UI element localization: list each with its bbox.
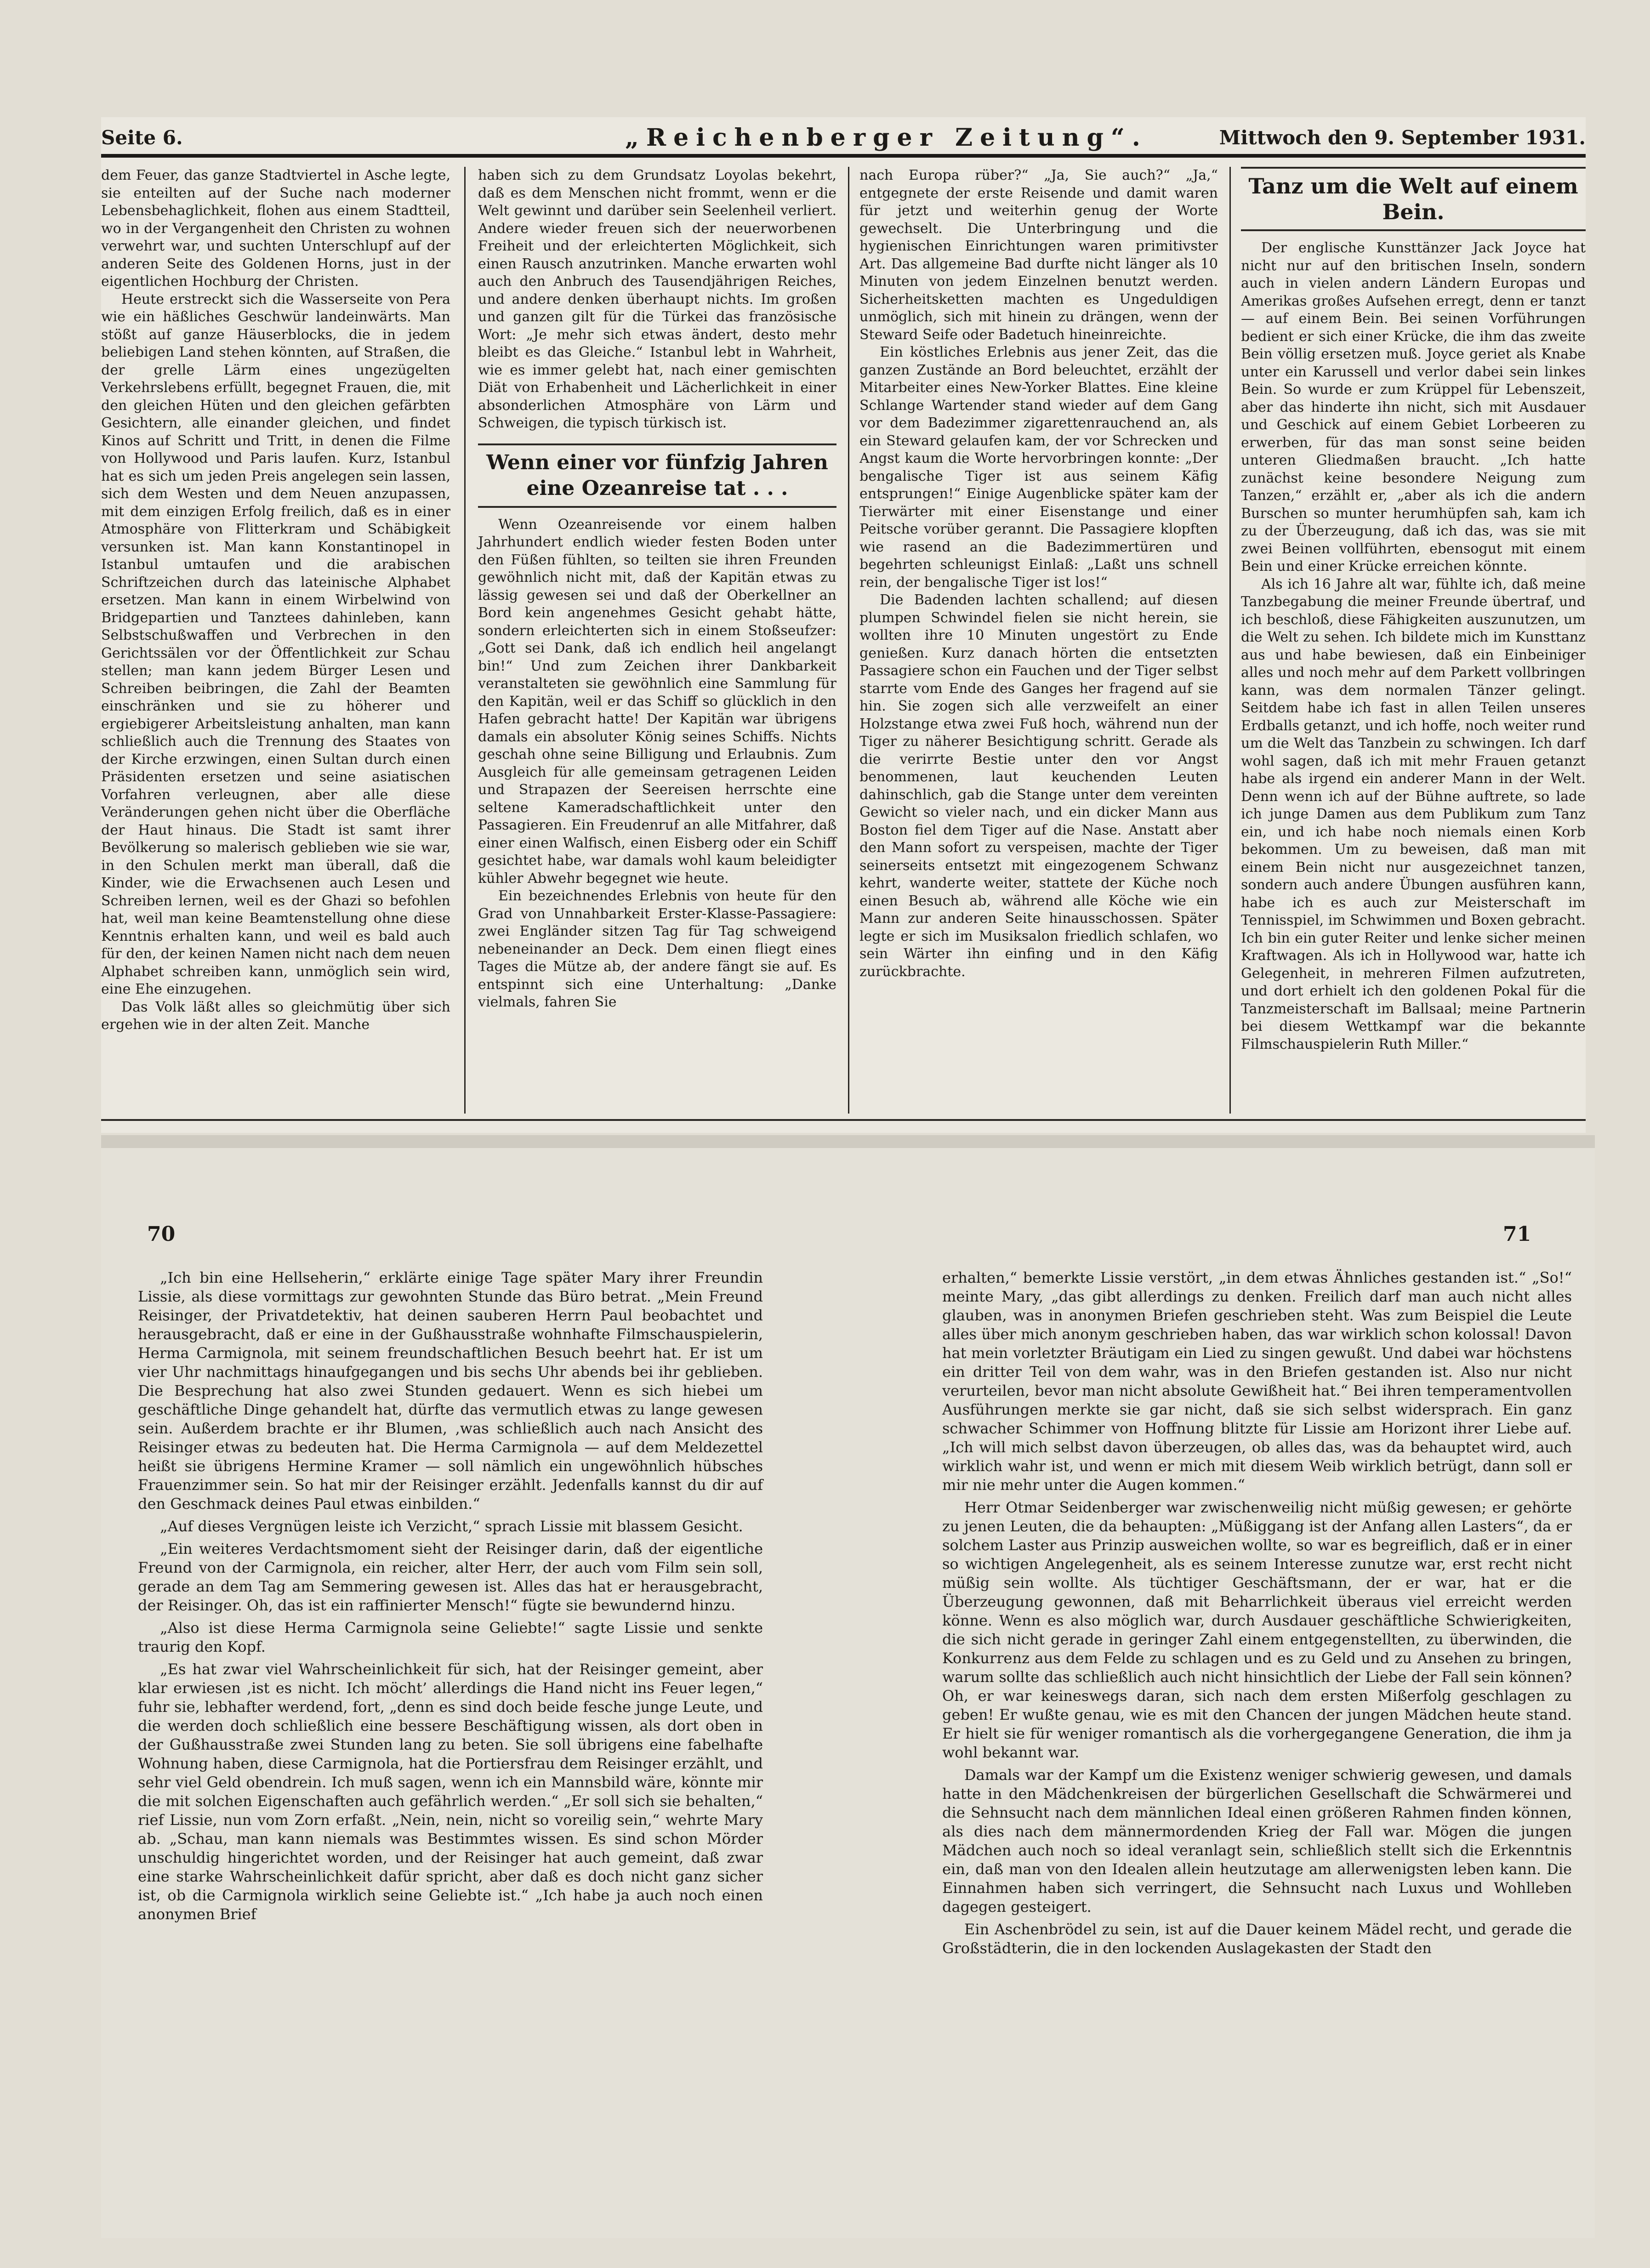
column-divider (848, 167, 849, 1114)
paragraph: Das Volk läßt alles so gleichmütig über sich ergehen wie in der alten Zeit. Manche (101, 999, 450, 1033)
paragraph: „Ein weiteres Verdachtsmoment sieht der Reisinger darin, daß der eigentliche Freund von der Carmignola, ein reicher, alter Herr, der auch vom Film sein soll, gerade an dem Tag am Semmering gewesen ist. Alles das hat er herausgebracht, der Reisinger. Oh, das ist ein raffinierter Mensch!“ fügte sie bewundernd hinzu. (138, 1540, 763, 1614)
page-number-right: 71 (1503, 1222, 1531, 1246)
paragraph: Damals war der Kampf um die Existenz weniger schwierig gewesen, und damals hatte in den Mädchenkreisen der bürgerlichen Gesellschaft die Schwärmerei und die Sehnsucht nach dem männlichen Ideal einen größeren Rahmen finden können, als dies nach dem männermordenden Krieg der Fall war. Mögen die jungen Mädchen auch noch so ideal veranlagt sein, schließlich stellt sich die Erkenntnis ein, daß man von den Idealen allein heutzutage am allerwenigsten leben kann. Die Einnahmen haben sich verringert, die Sehnsucht nach Luxus und Wohlleben dagegen gesteigert. (942, 1766, 1572, 1916)
paragraph: Wenn Ozeanreisende vor einem halben Jahrhundert endlich wieder festen Boden unter den Füßen fühlten, so teilten sie ihren Freunden gewöhnlich nicht mit, daß der Kapitän etwas zu lässig gewesen sei und daß der Oberkellner an Bord kein angenehmes Gesicht gehabt hätte, sondern erleichterten sich in einem Stoßseufzer: „Gott sei Dank, daß ich endlich heil angelangt bin!“ Und zum Zeichen ihrer Dankbarkeit veranstalteten sie gewöhnlich eine Sammlung für den Kapitän, weil er das Schiff so glücklich in den Hafen gebracht hatte! Der Kapitän war übrigens damals ein absoluter König seines Schiffs. Nichts geschah ohne seine Billigung und Erlaubnis. Zum Ausgleich für alle gemeinsam getragenen Leiden und Strapazen der Seereisen herrschte eine seltene Kameradschaftlichkeit unter den Passagieren. Ein Freudenruf an alle Mitfahrer, daß einer einen Walfisch, einen Eisberg oder ein Schiff gesichtet habe, war damals wohl kaum beleidigter kühler Abwehr begegnet wie heute. (478, 516, 836, 887)
newspaper-clipping (101, 117, 1586, 1133)
paragraph: Der englische Kunsttänzer Jack Joyce hat nicht nur auf den britischen Inseln, sondern auch in vielen andern Ländern Europas und Amerikas großes Aufsehen erregt, denn er tanzt — auf einem Bein. Bei seinen Vorführungen bedient er sich einer Krücke, die ihm das zweite Bein völlig ersetzen muß. Joyce geriet als Knabe unter ein Karussell und verlor dabei sein linkes Bein. So wurde er zum Krüppel für Lebenszeit, aber das hinderte ihn nicht, sich mit Ausdauer und Geschick auf einem Gebiet Lorbeeren zu erwerben, für das man sonst seine beiden unteren Gliedmaßen braucht. „Ich hatte zunächst keine besondere Neigung zum Tanzen,“ erzählt er, „aber als ich die andern Burschen so munter herumhüpfen sah, kam ich zu der Überzeugung, daß ich das, was sie mit zwei Beinen vollführten, ebensogut mit einem Bein und einer Krücke erreichen könnte. (1241, 240, 1586, 574)
column-4 (1241, 167, 1586, 1053)
paragraph: haben sich zu dem Grundsatz Loyolas bekehrt, daß es dem Menschen nicht frommt, wenn er die Welt gewinnt und darüber sein Seelenheil verliert. Andere wieder freuen sich der neuerworbenen Freiheit und der erleichterten Möglichkeit, sich einen Rausch anzutrinken. Manche erwarten wohl auch den Anbruch des Tausendjährigen Reiches, und andere denken überhaupt nichts. Im großen und ganzen gilt für die Türkei das französische Wort: „Je mehr sich etwas ändert, desto mehr bleibt es das Gleiche.“ Istanbul lebt in Wahrheit, wie es immer gelebt hat, nach einer gemischten Diät von Erhabenheit und Lächerlichkeit in einer absonderlichen Atmosphäre von Lärm und Schweigen, die typisch türkisch ist. (478, 167, 836, 431)
masthead: „Reichenberger Zeitung“. (625, 124, 1148, 152)
paragraph: nach Europa rüber?“ „Ja, Sie auch?“ „Ja,“ entgegnete der erste Reisende und damit waren für jetzt und weiterhin genug der Worte gewechselt. Die Unterbringung und die hygienischen Einrichtungen waren primitivster Art. Das allgemeine Bad durfte nicht länger als 10 Minuten von jedem Einzelnen benutzt werden. Sicherheitsketten machten es Ungeduldigen unmöglich, sich mit hinein zu drängen, wenn der Steward Seife oder Badetuch hineinreichte. (859, 167, 1218, 343)
paragraph: „Es hat zwar viel Wahrscheinlichkeit für sich, hat der Reisinger gemeint, aber klar erwiesen ,ist es nicht. Ich möcht’ allerdings die Hand nicht ins Feuer legen,“ fuhr sie, lebhafter werdend, fort, „denn es sind doch beide fesche junge Leute, und die werden doch schließlich eine bessere Beschäftigung wissen, als dort oben in der Gußhausstraße zwei Stunden lang zu beten. Sie soll übrigens eine fabelhafte Wohnung haben, diese Carmignola, hat die Portiersfrau dem Reisinger erzählt, und sehr viel Geld obendrein. Ich muß sagen, wenn ich ein Mannsbild wäre, könnte mir die mit solchen Eigenschaften auch gefährlich werden.“ „Er soll sich sie behalten,“ rief Lissie, nun vom Zorn erfaßt. „Nein, nein, nicht so voreilig sein,“ wehrte Mary ab. „Schau, man kann niemals was Bestimmtes wissen. Es sind schon Mörder unschuldig hingerichtet worden, und der Reisinger hat auch gemeint, daß zwar eine starke Wahrscheinlichkeit dafür spricht, aber daß es doch nicht ganz sicher ist, ob die Carmignola wirklich seine Geliebte ist.“ „Ich habe ja auch noch einen anonymen Brief (138, 1660, 763, 1923)
page-label: Seite 6. (101, 126, 183, 149)
issue-date: Mittwoch den 9. September 1931. (1219, 126, 1586, 149)
paragraph: Ein Aschenbrödel zu sein, ist auf die Dauer keinem Mädel recht, und gerade die Großstädterin, die in den lockenden Auslagekasten der Stadt den (942, 1921, 1572, 1957)
column-3 (859, 167, 1218, 981)
right-page-text (942, 1268, 1572, 1961)
clipping-bottom-rule (101, 1119, 1586, 1121)
paragraph: „Ich bin eine Hellseherin,“ erklärte einige Tage später Mary ihrer Freundin Lissie, als diese vormittags zur gewohnten Stunde das Büro betrat. „Mein Freund Reisinger, der Privatdetektiv, hat deinen sauberen Herrn Paul beobachtet und herausgebracht, daß er eine in der Gußhausstraße wohnhafte Filmschauspielerin, Herma Carmignola, mit seinem freundschaftlichen Besuch beehrt hat. Er ist um vier Uhr nachmittags hinaufgegangen und bis sechs Uhr abends bei ihr geblieben. Die Besprechung hat also zwei Stunden gedauert. Wenn es sich hiebei um geschäftliche Dinge gehandelt hat, dürfte das vermutlich etwas zu lange gewesen sein. Außerdem brachte er ihr Blumen, ,was schließlich auch nach Ansicht des Reisinger etwas zu bedeuten hat. Die Herma Carmignola — auf dem Meldezettel heißt sie übrigens Hermine Kramer — soll nämlich ein ungewöhnlich hübsches Frauenzimmer sein. So hat mir der Reisinger erzählt. Jedenfalls kannst du dir auf den Geschmack deines Paul etwas einbilden.“ (138, 1269, 763, 1512)
paragraph: „Auf dieses Vergnügen leiste ich Verzicht,“ sprach Lissie mit blassem Gesicht. (160, 1518, 743, 1535)
paragraph: „Also ist diese Herma Carmignola seine Geliebte!“ sagte Lissie und senkte traurig den Kopf. (138, 1619, 763, 1655)
column-2 (478, 167, 836, 1012)
article-title-tanz: Tanz um die Welt auf einem Bein. (1241, 167, 1586, 231)
article-title-ozeanreise: Wenn einer vor fünfzig Jahren eine Ozeanreise tat . . . (478, 443, 836, 508)
page-number-left: 70 (147, 1222, 176, 1246)
paragraph: erhalten,“ bemerkte Lissie verstört, „in dem etwas Ähnliches gestanden ist.“ „So!“ meinte Mary, „das gibt allerdings zu denken. Freilich darf man auch nicht alles glauben, was in anonymen Briefen geschrieben steht. Was zum Beispiel die Leute alles über mich anonym geschrieben haben, das war wirklich schon kolossal! Davon hat mein vorletzter Bräutigam ein Lied zu singen gewußt. Und dabei war höchstens ein dritter Teil von dem wahr, was in den Briefen gestanden ist. Also nur nicht verurteilen, bevor man nicht absolute Gewißheit hat.“ Bei ihren temperamentvollen Ausführungen merkte sie gar nicht, daß sie sich selbst widersprach. Ein ganz schwacher Schimmer von Hoffnung blitzte für Lissie am Horizont ihrer Liebe auf. „Ich will mich selbst davon überzeugen, ob alles das, was da behauptet wird, auch wirklich wahr ist, und wenn er mich mit diesem Weib wirklich betrügt, dann soll er mir nie mehr unter die Augen kommen.“ (942, 1269, 1572, 1494)
column-1 (101, 167, 450, 1034)
left-page-text (138, 1268, 763, 1927)
paragraph: Herr Otmar Seidenberger war zwischenweilig nicht müßig gewesen; er gehörte zu jenen Leuten, die da behaupten: „Müßiggang ist der Anfang allen Lasters“, da er solchem Laster aus Prinzip ausweichen wollte, so war es begreiflich, daß er in einer so wichtigen Angelegenheit, als es seinem Interesse zunutze war, erst recht nicht müßig sein wollte. Als tüchtiger Geschäftsmann, der er war, hat er die Überzeugung gewonnen, daß mit Beharrlichkeit überaus viel erreicht werden könne. Wenn es also möglich war, durch Ausdauer geschäftliche Schwierigkeiten, die sich nicht gerade in geringer Zahl einem entgegenstellten, zu überwinden, die Konkurrenz aus dem Felde zu schlagen und es zu Geld und zu Ansehen zu bringen, warum sollte das schließlich auch nicht hinsichtlich der Liebe der Fall sein können? Oh, er war keineswegs daran, sich nach dem ersten Mißerfolg geschlagen zu geben! Er wußte genau, wie es mit den Chancen der jungen Mädchen heute stand. Er hielt sie für weniger romantisch als die vorhergegangene Generation, die ihm ja wohl bekannt war. (942, 1499, 1572, 1761)
fold-shadow (101, 1135, 1595, 1148)
column-divider (464, 167, 466, 1114)
newspaper-header (101, 117, 1586, 158)
book-spread (101, 1135, 1595, 2238)
column-divider (1229, 167, 1231, 1114)
paragraph: Ein köstliches Erlebnis aus jener Zeit, das die ganzen Zustände an Bord beleuchtet, erzählt der Mitarbeiter eines New-Yorker Blattes. Eine kleine Schlange Wartender stand wieder auf dem Gang vor dem Badezimmer zigarettenrauchend an, als ein Steward gelaufen kam, der vor Schrecken und Angst kaum die Worte hervorbringen konnte: „Der bengalische Tiger ist aus seinem Käfig entsprungen!“ Einige Augenblicke später kam der Tierwärter mit einer Eisenstange und einer Peitsche vorüber gerannt. Die Passagiere klopften wie rasend an die Badezimmertüren und begehrten schleunigst Einlaß: „Laßt uns schnell rein, der bengalische Tiger ist los!“ (859, 344, 1218, 591)
paragraph: Als ich 16 Jahre alt war, fühlte ich, daß meine Tanzbegabung die meiner Freunde übertraf, und ich beschloß, diese Fähigkeiten auszunutzen, um die Welt zu sehen. Ich bildete mich im Kunsttanz aus und habe bewiesen, daß ein Einbeiniger alles und noch mehr auf dem Parkett vollbringen kann, was dem normalen Tänzer gelingt. Seitdem habe ich fast in allen Teilen unseres Erdballs getanzt, und ich hoffe, noch weiter rund um die Welt das Tanzbein zu schwingen. Ich darf wohl sagen, daß ich mit mehr Frauen getanzt habe als irgend ein anderer Mann in der Welt. Denn wenn ich auf der Bühne auftrete, so lade ich junge Damen aus dem Publikum zum Tanz ein, und ich habe noch niemals einen Korb bekommen. Um zu beweisen, daß man mit einem Bein nicht nur ausgezeichnet tanzen, sondern auch andere Übungen ausführen kann, habe ich es auch zur Meisterschaft im Tennisspiel, im Schwimmen und Boxen gebracht. Ich bin ein guter Reiter und lenke sicher meinen Kraftwagen. Als ich in Hollywood war, hatte ich Gelegenheit, in mehreren Filmen aufzutreten, und dort erhielt ich den goldenen Pokal für die Tanzmeisterschaft im Ballsaal; meine Partnerin bei diesem Wettkampf war die bekannte Filmschauspielerin Ruth Miller.“ (1241, 576, 1586, 1052)
paragraph: Heute erstreckt sich die Wasserseite von Pera wie ein häßliches Geschwür landeinwärts. Man stößt auf ganze Häuserblocks, die in jedem beliebigen Land stehen könnten, auf Straßen, die der grelle Lärm eines ungezügelten Verkehrslebens erfüllt, begegnet Frauen, die, mit den gleichen Hüten und den gleichen gefärbten Gesichtern, alle einander gleichen, und findet Kinos auf Schritt und Tritt, in denen die Filme von Hollywood und Paris laufen. Kurz, Istanbul hat es sich um jeden Preis angelegen sein lassen, sich dem Westen und dem Neuen anzupassen, mit dem einzigen Erfolg freilich, daß es in einer Atmosphäre von Flitterkram und Schäbigkeit versunken ist. Man kann Konstantinopel in Istanbul umtaufen und die arabischen Schriftzeichen durch das lateinische Alphabet ersetzen. Man kann in einem Wirbelwind von Bridgepartien und Tanztees dahinleben, kann Selbstschußwaffen und Verbrechen in den Gerichtssälen vor der Öffentlichkeit zur Schau stellen; man kann jedem Bürger Lesen und Schreiben beibringen, die Zahl der Beamten einschränken und sie zu höherer und ergiebigerer Arbeitsleistung anhalten, man kann schließlich auch die Trennung des Staates von der Kirche erzwingen, einen Sultan durch einen Präsidenten ersetzen und seine asiatischen Vorfahren verleugnen, aber alle diese Veränderungen gehen nicht über die Oberfläche der Haut hinaus. Die Stadt ist samt ihrer Bevölkerung so malerisch geblieben wie sie war, in den Schulen merkt man überall, daß die Kinder, wie die Erwachsenen auch Lesen und Schreiben lernen, weil es der Ghazi so befohlen hat, weil man keine Beamtenstellung ohne diese Kenntnis erhalten kann, und weil es bald auch für den, der keinen Namen nicht nach dem neuen Alphabet schreiben kann, unmöglich sein wird, eine Ehe einzugehen. (101, 291, 450, 997)
paragraph: Ein bezeichnendes Erlebnis von heute für den Grad von Unnahbarkeit Erster-Klasse-Passagiere: zwei Engländer sitzen Tag für Tag schweigend nebeneinander an Deck. Dem einen fliegt eines Tages die Mütze ab, der andere fängt sie auf. Es entspinnt sich eine Unterhaltung: „Danke vielmals, fahren Sie (478, 888, 836, 1010)
paragraph: dem Feuer, das ganze Stadtviertel in Asche legte, sie enteilten auf der Suche nach moderner Lebensbehaglichkeit, flohen aus einem Stadtteil, wo in der Vergangenheit den Christen zu wohnen verwehrt war, und suchten Unterschlupf auf der anderen Seite des Goldenen Horns, just in der eigentlichen Hochburg der Christen. (101, 167, 450, 290)
paragraph: Die Badenden lachten schallend; auf diesen plumpen Schwindel fielen sie nicht herein, sie wollten ihre 10 Minuten ungestört zu Ende genießen. Kurz danach hörten die entsetzten Passagiere schon ein Fauchen und der Tiger selbst starrte vom Ende des Ganges her fragend auf sie hin. Sie zogen sich alle verzweifelt an einer Holzstange etwa zwei Fuß hoch, während nun der Tiger zu näherer Besichtigung schritt. Gerade als die verirrte Bestie unter den vor Angst benommenen, laut keuchenden Leuten dahinschlich, gab die Stange unter dem vereinten Gewicht so vieler nach, und ein dicker Mann aus Boston fiel dem Tiger auf die Nase. Anstatt aber den Mann sofort zu verspeisen, machte der Tiger seinerseits entsetzt mit eingezogenem Schwanz kehrt, wanderte weiter, stattete der Küche noch einen Besuch ab, während alle Köche wie ein Mann zur anderen Seite hinausschossen. Später legte er sich im Musiksalon friedlich schlafen, wo sein Wärter ihn einfing und in den Käfig zurückbrachte. (859, 592, 1218, 980)
